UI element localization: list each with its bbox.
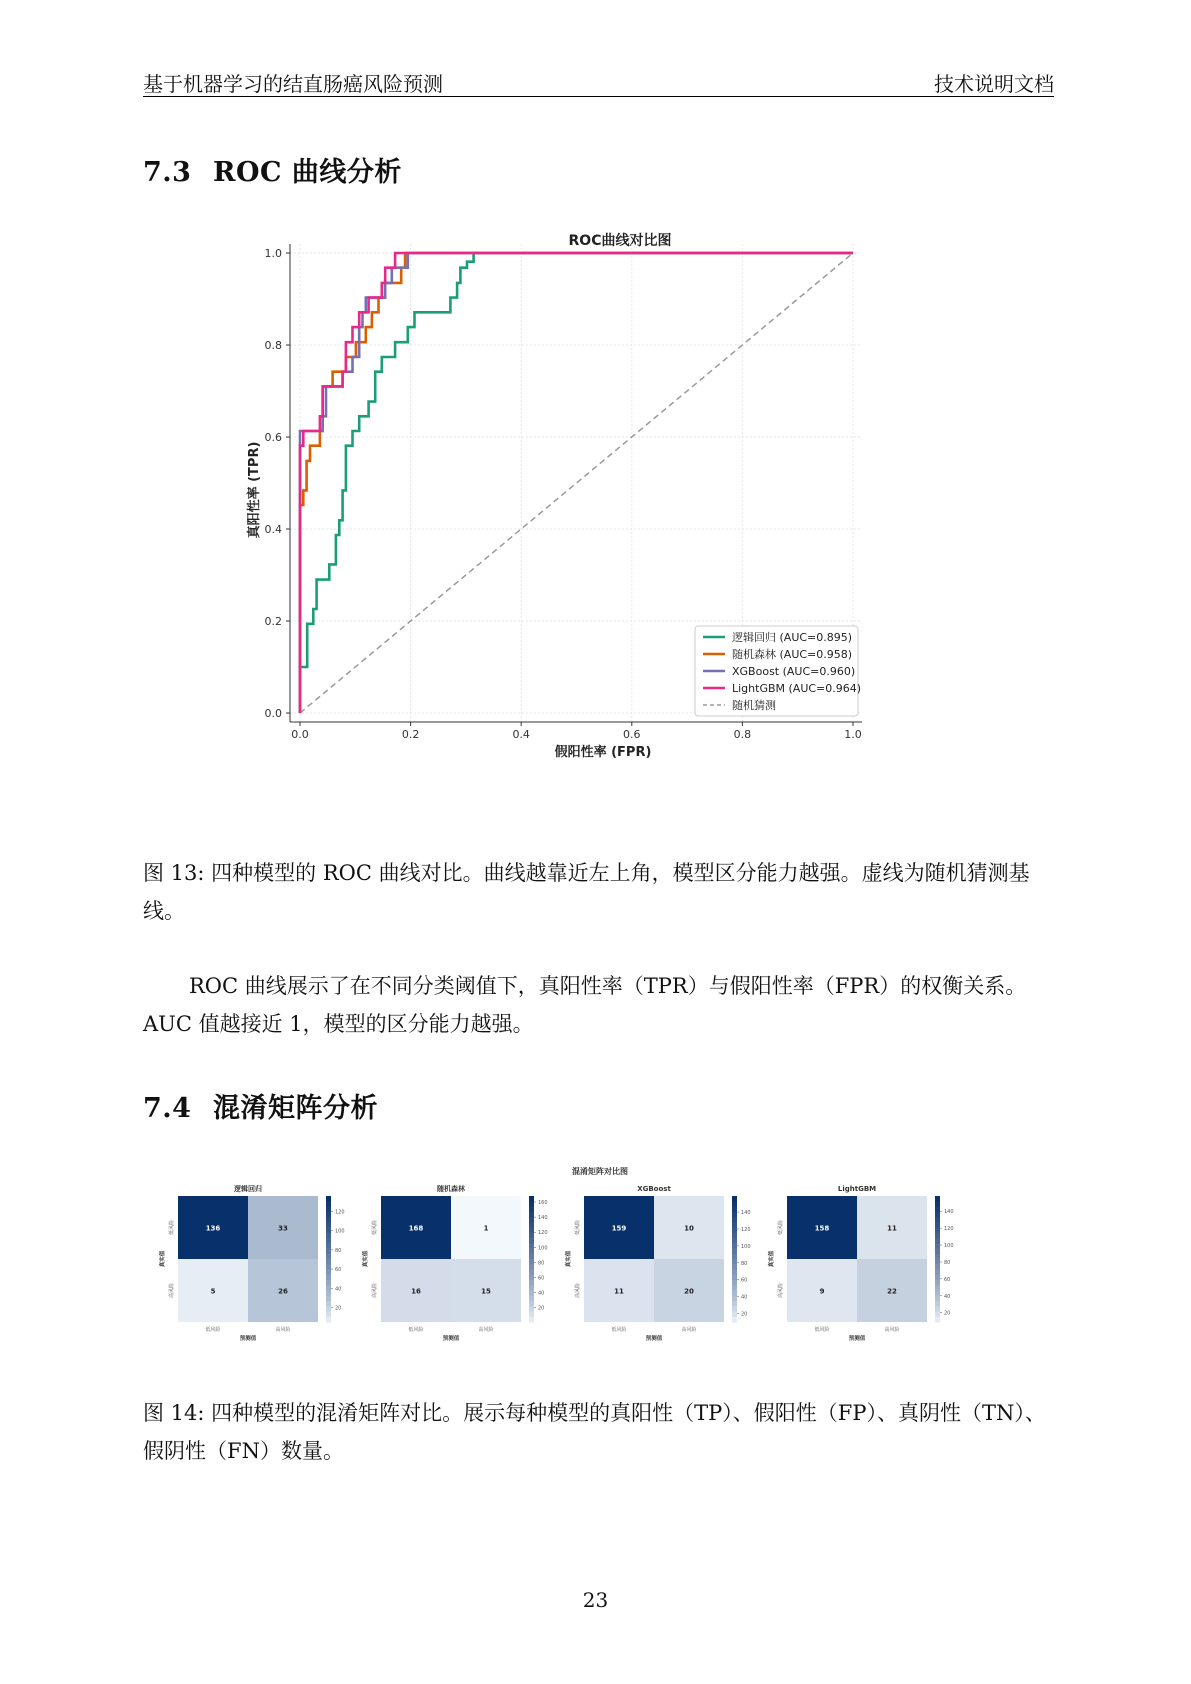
section-number: 7.4	[143, 1093, 192, 1124]
page-number: 23	[582, 1588, 609, 1612]
colorbar-tick-label: 120	[741, 1226, 751, 1233]
colorbar-tick-label: 40	[538, 1290, 545, 1297]
colorbar-segment	[326, 1222, 331, 1228]
colorbar-tick-label: 160	[538, 1200, 548, 1207]
colorbar-segment	[326, 1312, 331, 1318]
colorbar-segment	[732, 1233, 737, 1239]
cm-panel	[564, 1185, 751, 1342]
colorbar-segment	[732, 1275, 737, 1281]
colorbar-segment	[732, 1254, 737, 1260]
cm-panels	[158, 1184, 954, 1342]
cm-figure-title: 混淆矩阵对比图	[572, 1167, 628, 1176]
colorbar-tick-label: 140	[538, 1215, 548, 1222]
colorbar-tick-label: 20	[335, 1305, 342, 1312]
colorbar-segment	[326, 1270, 331, 1276]
colorbar-segment	[732, 1296, 737, 1302]
cm-panel-title: 随机森林	[437, 1185, 465, 1193]
colorbar-segment	[732, 1291, 737, 1297]
colorbar-segment	[326, 1275, 331, 1281]
colorbar-tick-label: 40	[741, 1294, 748, 1301]
colorbar-segment	[529, 1312, 534, 1318]
cm-cell-value: 11	[887, 1224, 897, 1233]
colorbar-tick-label: 120	[335, 1209, 345, 1216]
colorbar-segment	[529, 1228, 534, 1234]
colorbar-tick-label: 100	[741, 1243, 751, 1250]
colorbar-segment	[732, 1306, 737, 1312]
y-axis-label: 真阳性率 (TPR)	[247, 441, 262, 539]
cm-cell-value: 9	[819, 1287, 825, 1296]
colorbar-tick-label: 40	[335, 1286, 342, 1293]
colorbar-segment	[326, 1254, 331, 1260]
colorbar-tick-label: 20	[538, 1305, 545, 1312]
cm-xlabel: 预测值	[848, 1336, 866, 1342]
colorbar-segment	[326, 1259, 331, 1265]
colorbar-segment	[732, 1238, 737, 1244]
x-tick-label: 0.8	[733, 728, 752, 741]
colorbar-segment	[935, 1196, 940, 1202]
colorbar-segment	[732, 1243, 737, 1249]
cm-row-label: 高风险	[778, 1282, 784, 1299]
colorbar-segment	[326, 1296, 331, 1302]
colorbar-segment	[529, 1249, 534, 1255]
cm-panel-title: XGBoost	[637, 1185, 671, 1193]
colorbar-segment	[732, 1249, 737, 1255]
cm-col-label: 高风险	[478, 1327, 494, 1333]
cm-xlabel: 预测值	[442, 1336, 460, 1342]
x-tick-label: 0.0	[291, 728, 309, 741]
colorbar-tick-label: 140	[741, 1210, 751, 1217]
legend-label: 随机猜测	[732, 699, 776, 712]
colorbar-tick-label: 100	[335, 1228, 345, 1235]
colorbar-segment	[529, 1238, 534, 1244]
colorbar-segment	[935, 1217, 940, 1223]
x-tick-label: 0.2	[401, 728, 420, 741]
cm-col-label: 低风险	[408, 1327, 424, 1333]
colorbar-segment	[529, 1275, 534, 1281]
y-tick-label: 0.8	[264, 339, 282, 352]
cm-xlabel: 预测值	[239, 1336, 257, 1342]
colorbar-segment	[935, 1280, 940, 1286]
colorbar-segment	[326, 1207, 331, 1213]
colorbar-segment	[326, 1291, 331, 1297]
cm-cell-value: 22	[887, 1287, 897, 1296]
colorbar-segment	[732, 1196, 737, 1202]
legend-label: XGBoost (AUC=0.960)	[732, 665, 856, 678]
cm-col-label: 低风险	[814, 1327, 830, 1333]
cm-ylabel: 真实值	[566, 1250, 572, 1268]
cm-col-label: 低风险	[611, 1327, 627, 1333]
colorbar-segment	[732, 1317, 737, 1323]
colorbar-segment	[529, 1196, 534, 1202]
colorbar-segment	[326, 1217, 331, 1223]
cm-cell-value: 11	[614, 1287, 624, 1296]
colorbar-segment	[935, 1228, 940, 1234]
colorbar-segment	[935, 1270, 940, 1276]
cm-row-label: 低风险	[169, 1219, 175, 1236]
cm-col-label: 高风险	[681, 1327, 697, 1333]
chart-title: ROC曲线对比图	[568, 233, 672, 249]
colorbar-tick-label: 60	[741, 1277, 748, 1284]
section-title: ROC 曲线分析	[213, 157, 402, 188]
colorbar-tick-label: 80	[538, 1260, 545, 1267]
colorbar-segment	[326, 1306, 331, 1312]
figure-13-caption: 图 13: 四种模型的 ROC 曲线对比。曲线越靠近左上角，模型区分能力越强。虚线为随机猜测基线。	[143, 861, 1030, 923]
colorbar-segment	[935, 1233, 940, 1239]
colorbar-tick-label: 80	[944, 1259, 951, 1266]
colorbar-tick-label: 120	[944, 1226, 954, 1233]
section-number: 7.3	[143, 157, 192, 188]
colorbar-segment	[935, 1291, 940, 1297]
legend-label: LightGBM (AUC=0.964)	[732, 682, 862, 695]
colorbar-segment	[935, 1296, 940, 1302]
colorbar-tick-label: 20	[741, 1311, 748, 1318]
cm-cell-value: 5	[210, 1287, 216, 1296]
cm-panel	[767, 1185, 954, 1342]
cm-cell-value: 26	[278, 1287, 288, 1296]
colorbar-segment	[326, 1317, 331, 1323]
colorbar-segment	[529, 1264, 534, 1270]
colorbar-segment	[935, 1275, 940, 1281]
cm-ylabel: 真实值	[769, 1250, 775, 1268]
colorbar-segment	[732, 1259, 737, 1265]
cm-row-label: 低风险	[778, 1219, 784, 1236]
colorbar-tick-label: 60	[335, 1267, 342, 1274]
colorbar-segment	[529, 1285, 534, 1291]
colorbar-segment	[732, 1201, 737, 1207]
colorbar-segment	[326, 1201, 331, 1207]
colorbar-tick-label: 80	[741, 1260, 748, 1267]
roc-paragraph: ROC 曲线展示了在不同分类阈值下，真阳性率（TPR）与假阳性率（FPR）的权衡关系。AUC 值越接近 1，模型的区分能力越强。	[143, 974, 1027, 1036]
x-axis-label: 假阳性率 (FPR)	[554, 745, 652, 760]
colorbar-segment	[935, 1264, 940, 1270]
colorbar-segment	[529, 1201, 534, 1207]
colorbar-segment	[326, 1264, 331, 1270]
cm-panel-title: 逻辑回归	[234, 1185, 262, 1193]
section-title: 混淆矩阵分析	[213, 1093, 378, 1124]
confusion-matrix-figure	[150, 1160, 1050, 1370]
colorbar-segment	[935, 1249, 940, 1255]
section-heading-confusion	[143, 1086, 378, 1125]
colorbar-segment	[935, 1243, 940, 1249]
colorbar-tick-label: 40	[944, 1293, 951, 1300]
cm-row-label: 低风险	[575, 1219, 581, 1236]
colorbar-segment	[529, 1280, 534, 1286]
cm-col-label: 低风险	[205, 1327, 221, 1333]
cm-panel	[361, 1184, 548, 1342]
legend-label: 逻辑回归 (AUC=0.895)	[732, 631, 853, 644]
colorbar-segment	[935, 1317, 940, 1323]
colorbar-segment	[935, 1238, 940, 1244]
cm-cell-value: 15	[481, 1287, 491, 1296]
cm-cell-value: 10	[684, 1224, 694, 1233]
colorbar-segment	[732, 1285, 737, 1291]
colorbar-segment	[935, 1201, 940, 1207]
colorbar-segment	[935, 1301, 940, 1307]
colorbar-tick-label: 60	[538, 1275, 545, 1282]
colorbar-segment	[326, 1285, 331, 1291]
cm-row-label: 高风险	[169, 1282, 175, 1299]
colorbar-segment	[529, 1222, 534, 1228]
colorbar-segment	[732, 1228, 737, 1234]
colorbar-tick-label: 100	[944, 1243, 954, 1250]
colorbar-segment	[732, 1280, 737, 1286]
colorbar-segment	[935, 1207, 940, 1213]
cm-cell-value: 1	[483, 1224, 489, 1233]
cm-xlabel: 预测值	[645, 1336, 663, 1342]
x-tick-label: 0.4	[512, 728, 530, 741]
colorbar-segment	[732, 1312, 737, 1318]
y-tick-label: 0.4	[264, 523, 282, 536]
cm-panel	[158, 1184, 345, 1342]
x-tick-label: 0.6	[623, 728, 641, 741]
colorbar-segment	[732, 1301, 737, 1307]
colorbar-segment	[529, 1243, 534, 1249]
colorbar-tick-label: 140	[944, 1209, 954, 1216]
colorbar-tick-label: 120	[538, 1230, 548, 1237]
colorbar-segment	[529, 1207, 534, 1213]
colorbar-tick-label: 60	[944, 1276, 951, 1283]
colorbar-segment	[529, 1306, 534, 1312]
colorbar-segment	[529, 1301, 534, 1307]
y-tick-label: 0.0	[264, 707, 282, 720]
colorbar-segment	[732, 1264, 737, 1270]
colorbar-segment	[935, 1222, 940, 1228]
cm-col-label: 高风险	[884, 1327, 900, 1333]
cm-cell-value: 33	[278, 1224, 288, 1233]
section-heading-roc	[143, 150, 402, 189]
colorbar-segment	[529, 1254, 534, 1260]
colorbar-segment	[326, 1280, 331, 1286]
colorbar-tick-label: 20	[944, 1310, 951, 1317]
colorbar-segment	[935, 1254, 940, 1260]
cm-cell-value: 136	[205, 1224, 221, 1233]
cm-cell-value: 16	[411, 1287, 421, 1296]
colorbar-segment	[935, 1312, 940, 1318]
cm-col-label: 高风险	[275, 1327, 291, 1333]
colorbar-tick-label: 100	[538, 1245, 548, 1252]
cm-row-label: 低风险	[372, 1219, 378, 1236]
colorbar-segment	[935, 1212, 940, 1218]
cm-cell-value: 159	[611, 1224, 627, 1233]
colorbar-segment	[935, 1285, 940, 1291]
colorbar-segment	[529, 1270, 534, 1276]
cm-panel-title: LightGBM	[837, 1185, 877, 1193]
colorbar-segment	[326, 1249, 331, 1255]
y-tick-label: 0.2	[264, 615, 282, 628]
colorbar-segment	[529, 1212, 534, 1218]
figure-14-caption: 图 14: 四种模型的混淆矩阵对比。展示每种模型的真阳性（TP）、假阳性（FP）、真阴性（TN）、假阴性（FN）数量。	[143, 1401, 1046, 1463]
running-header	[143, 66, 1054, 97]
colorbar-segment	[732, 1222, 737, 1228]
cm-ylabel: 真实值	[160, 1250, 166, 1268]
colorbar-segment	[529, 1259, 534, 1265]
colorbar-segment	[326, 1301, 331, 1307]
cm-row-label: 高风险	[372, 1282, 378, 1299]
legend-label: 随机森林 (AUC=0.958)	[732, 648, 853, 661]
colorbar-tick-label: 80	[335, 1247, 342, 1254]
roc-chart	[245, 228, 945, 828]
colorbar-segment	[529, 1217, 534, 1223]
colorbar-segment	[732, 1270, 737, 1276]
cm-cell-value: 20	[684, 1287, 694, 1296]
colorbar-segment	[326, 1196, 331, 1202]
cm-cell-value: 158	[814, 1224, 830, 1233]
colorbar-segment	[326, 1228, 331, 1234]
y-tick-label: 1.0	[264, 247, 282, 260]
roc-legend	[695, 626, 861, 716]
colorbar-segment	[935, 1306, 940, 1312]
colorbar-segment	[732, 1207, 737, 1213]
colorbar-segment	[529, 1291, 534, 1297]
colorbar-segment	[326, 1243, 331, 1249]
colorbar-segment	[326, 1238, 331, 1244]
colorbar-segment	[935, 1259, 940, 1265]
header-title: 基于机器学习的结直肠癌风险预测	[143, 72, 443, 96]
header-doc-type: 技术说明文档	[934, 72, 1054, 96]
x-tick-label: 1.0	[844, 728, 862, 741]
colorbar-segment	[732, 1217, 737, 1223]
colorbar-segment	[732, 1212, 737, 1218]
colorbar-segment	[326, 1233, 331, 1239]
colorbar-segment	[326, 1212, 331, 1218]
cm-cell-value: 168	[408, 1224, 424, 1233]
colorbar-segment	[529, 1233, 534, 1239]
y-tick-label: 0.6	[264, 431, 282, 444]
cm-row-label: 高风险	[575, 1282, 581, 1299]
cm-ylabel: 真实值	[363, 1250, 369, 1268]
colorbar-segment	[529, 1296, 534, 1302]
colorbar-segment	[529, 1317, 534, 1323]
